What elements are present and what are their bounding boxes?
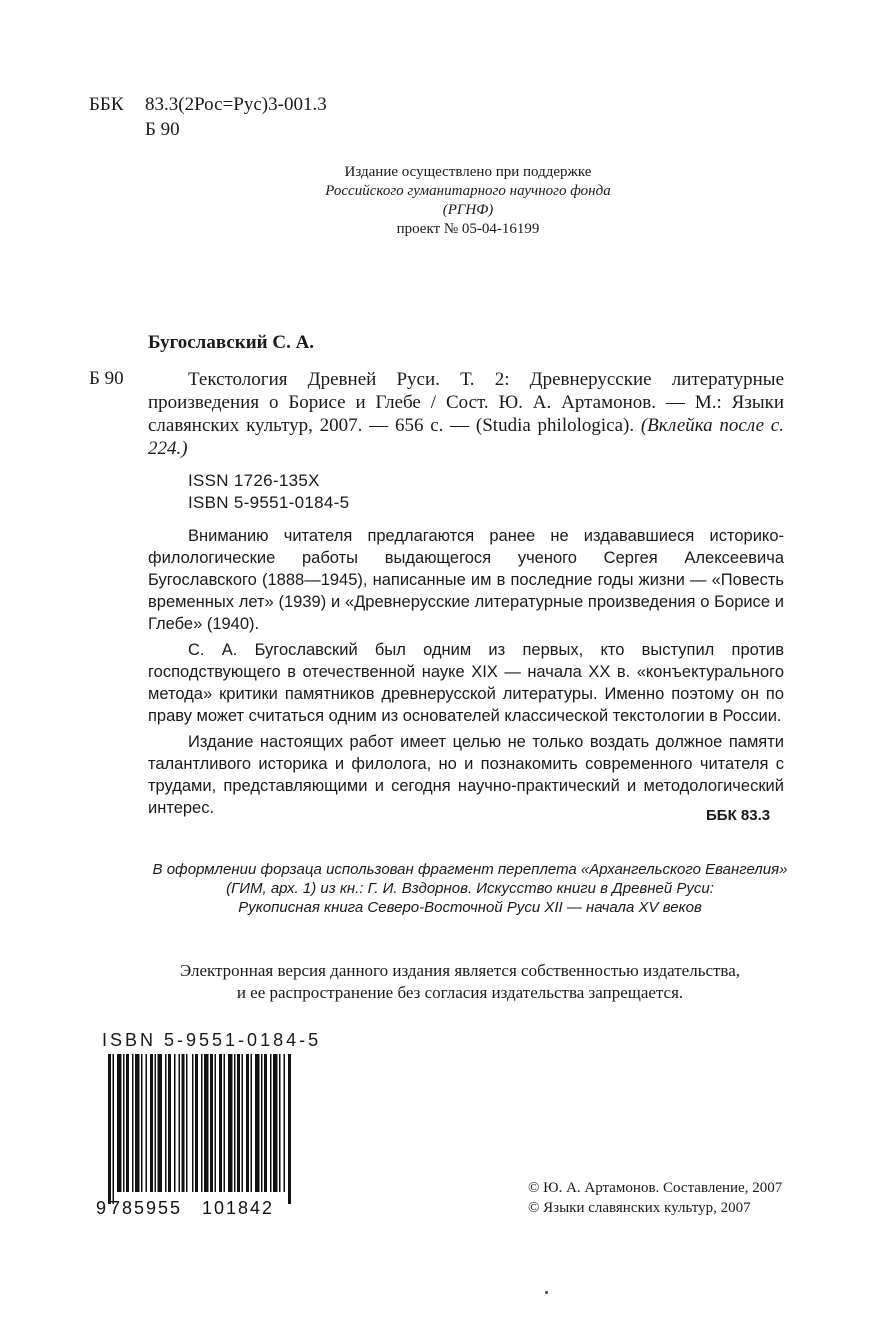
- barcode-bar: [288, 1054, 291, 1204]
- barcode-bar: [270, 1054, 272, 1192]
- issn: ISSN 1726-135X: [188, 471, 320, 490]
- barcode-bar: [168, 1054, 171, 1192]
- barcode-bar: [113, 1054, 115, 1204]
- barcode-bar: [158, 1054, 163, 1192]
- support-notice: [240, 163, 696, 239]
- bbk-label: ББК: [89, 94, 124, 115]
- bbk-short: ББК 83.3: [706, 807, 771, 824]
- barcode-bar: [224, 1054, 226, 1192]
- barcode-bar: [234, 1054, 236, 1192]
- barcode-bar: [237, 1054, 240, 1192]
- isbn: ISBN 5-9551-0184-5: [188, 493, 350, 512]
- support-line-3: (РГНФ): [442, 202, 494, 218]
- identifiers: [188, 470, 349, 514]
- barcode-bar: [273, 1054, 278, 1192]
- barcode-bar: [195, 1054, 198, 1192]
- barcode-bar: [242, 1054, 244, 1192]
- barcode-bar: [155, 1054, 157, 1192]
- abstract: [148, 525, 784, 823]
- barcode-digits-left: 785955: [110, 1198, 183, 1218]
- barcode-bar: [204, 1054, 209, 1192]
- barcode-bar: [141, 1054, 143, 1192]
- author-mark: Б 90: [145, 119, 180, 140]
- electronic-version-notice: [100, 960, 820, 1004]
- barcode-bar: [174, 1054, 176, 1192]
- support-line-2: Российского гуманитарного научного фонда: [325, 183, 611, 199]
- barcode-bar: [284, 1054, 286, 1192]
- support-line-4: проект № 05-04-16199: [396, 221, 540, 237]
- barcode-bar: [150, 1054, 153, 1192]
- barcode-isbn-text: ISBN 5-9551-0184-5: [102, 1030, 322, 1050]
- barcode-bar: [182, 1054, 185, 1192]
- barcode-bar: [165, 1054, 167, 1192]
- barcode-bar: [123, 1054, 125, 1192]
- barcode-bar: [126, 1054, 129, 1192]
- flyleaf-line-3: Рукописная книга Северо-Восточной Руси XII — начала XV веков: [238, 899, 702, 916]
- barcode-bar: [135, 1054, 140, 1192]
- barcode-bar: [264, 1054, 267, 1192]
- barcode-bar: [146, 1054, 148, 1192]
- abstract-paragraph-2: С. А. Бугославский был одним из первых, кто выступил против господствующего в отечественной науке XIX — начала XX в. «конъектурального метода» критики памятников древнерусской литературы. Именно поэтому он по праву может считаться одним из основателей классической текстологии в России.: [148, 641, 784, 725]
- barcode: [96, 1054, 296, 1218]
- notice-line-2: и ее распространение без согласия издательства запрещается.: [236, 983, 684, 1002]
- barcode-digit-first: 9: [96, 1198, 107, 1218]
- flyleaf-credit: [150, 860, 790, 917]
- barcode-bar: [228, 1054, 233, 1192]
- barcode-bar: [201, 1054, 203, 1192]
- support-line-1: Издание осуществлено при поддержке: [344, 164, 592, 180]
- abstract-paragraph-3: Издание настоящих работ имеет целью не только воздать должное памяти талантливого историка и филолога, но и познакомить современного читателя с трудами, представляющими и сегодня научно-практический и методологический интерес.: [148, 733, 784, 817]
- barcode-bars: [108, 1054, 291, 1204]
- entry-cipher: Б 90: [89, 368, 124, 389]
- copyright-line-1: © Ю. А. Артамонов. Составление, 2007: [528, 1180, 783, 1196]
- notice-line-1: Электронная версия данного издания является собственностью издательства,: [179, 961, 741, 980]
- barcode-bar: [186, 1054, 188, 1192]
- barcode-bar: [108, 1054, 111, 1204]
- bibliographic-description: [148, 368, 784, 460]
- copyright: [528, 1178, 782, 1218]
- abstract-paragraph-1: Вниманию читателя предлагаются ранее не издававшиеся историко-филологические работы выдающегося ученого Сергея Алексеевича Бугославского (1888—1945), написанные им в последние годы жизни — «Повесть временных лет» (1939) и «Древнерусские литературные произведения о Борисе и Глебе» (1940).: [148, 527, 784, 633]
- entry-author: Бугославский С. А.: [148, 332, 315, 353]
- copyright-line-2: © Языки славянских культур, 2007: [528, 1200, 751, 1216]
- description-note: (Вклейка после с. 224.): [148, 415, 784, 459]
- description-text: Текстология Древней Руси. Т. 2: Древнерусские литературные произведения о Борисе и Глебе / Сост. Ю. А. Артамонов. — М.: Языки славянских культур, 2007. — 656 с. — (Studia philologica).: [148, 369, 784, 436]
- barcode-bar: [210, 1054, 213, 1192]
- barcode-bar: [246, 1054, 249, 1192]
- barcode-bar: [215, 1054, 217, 1192]
- barcode-bar: [255, 1054, 260, 1192]
- flyleaf-line-1: В оформлении форзаца использован фрагмент переплета «Архангельского Евангелия»: [152, 861, 788, 878]
- bbk-classification: [89, 92, 327, 142]
- bbk-code: 83.3(2Рос=Рус)3-001.3: [145, 94, 327, 115]
- barcode-bar: [279, 1054, 281, 1192]
- barcode-bar: [179, 1054, 181, 1192]
- barcode-bar: [132, 1054, 134, 1192]
- barcode-digits-right: 101842: [202, 1198, 275, 1218]
- barcode-bar: [261, 1054, 263, 1192]
- barcode-bar: [117, 1054, 122, 1192]
- barcode-bar: [251, 1054, 253, 1192]
- barcode-bar: [192, 1054, 194, 1192]
- flyleaf-line-2: (ГИМ, арх. 1) из кн.: Г. И. Вздорнов. Искусство книги в Древней Руси:: [226, 880, 714, 897]
- barcode-bar: [219, 1054, 222, 1192]
- page-speck: [545, 1291, 548, 1294]
